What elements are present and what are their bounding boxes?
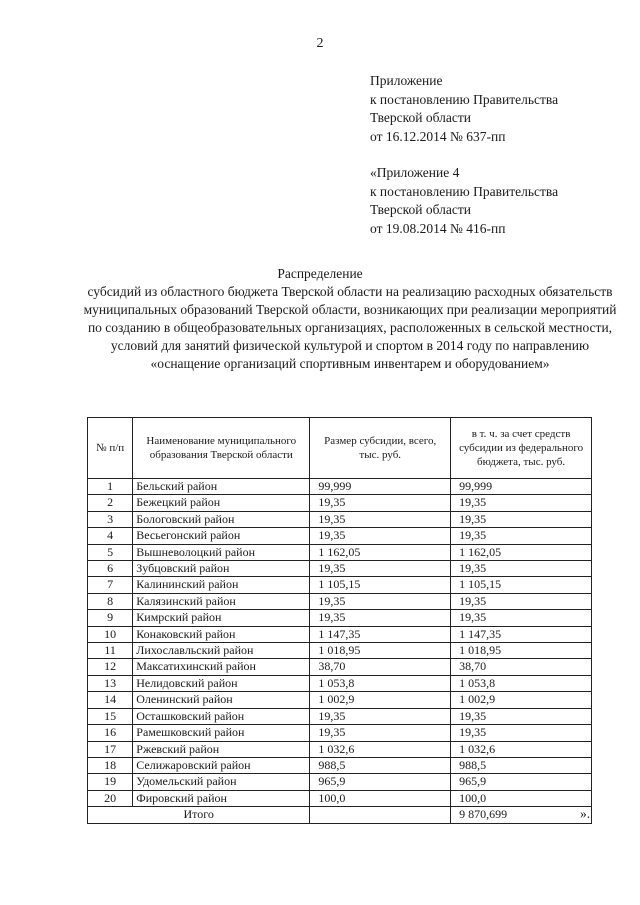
row-federal: 1 053,8 [451, 675, 592, 691]
row-federal: 19,35 [451, 511, 592, 527]
row-num: 4 [88, 528, 133, 544]
row-name: Лихославльский район [133, 643, 310, 659]
row-name: Бежецкий район [133, 495, 310, 511]
row-federal: 19,35 [451, 528, 592, 544]
table-row [88, 774, 592, 790]
row-num: 15 [88, 708, 133, 724]
table-row [88, 626, 592, 642]
row-amount: 19,35 [310, 725, 451, 741]
appendix-header [370, 72, 558, 146]
row-amount: 19,35 [310, 561, 451, 577]
row-federal: 1 018,95 [451, 643, 592, 659]
table-row [88, 593, 592, 609]
row-num: 10 [88, 626, 133, 642]
row-num: 13 [88, 675, 133, 691]
row-name: Селижаровский район [133, 757, 310, 773]
row-federal: 99,999 [451, 479, 592, 495]
row-federal: 1 147,35 [451, 626, 592, 642]
row-num: 18 [88, 757, 133, 773]
row-amount: 1 162,05 [310, 544, 451, 560]
row-num: 11 [88, 643, 133, 659]
header-amount: Размер субсидии, всего, тыс. руб. [310, 418, 451, 479]
row-name: Кимрский район [133, 610, 310, 626]
row-amount: 1 147,35 [310, 626, 451, 642]
row-federal: 1 105,15 [451, 577, 592, 593]
row-name: Конаковский район [133, 626, 310, 642]
row-name: Зубцовский район [133, 561, 310, 577]
table-row [88, 610, 592, 626]
table-row [88, 692, 592, 708]
row-num: 9 [88, 610, 133, 626]
table-row [88, 708, 592, 724]
row-federal: 1 032,6 [451, 741, 592, 757]
appendix-line: Тверской области [370, 110, 471, 125]
subsidy-table [87, 417, 592, 824]
row-name: Максатихинский район [133, 659, 310, 675]
row-num: 19 [88, 774, 133, 790]
page-number: 2 [316, 36, 324, 51]
row-num: 20 [88, 790, 133, 806]
table-row [88, 544, 592, 560]
table-row [88, 528, 592, 544]
row-federal: 38,70 [451, 659, 592, 675]
row-federal: 1 162,05 [451, 544, 592, 560]
row-name: Калязинский район [133, 593, 310, 609]
row-num: 7 [88, 577, 133, 593]
table-row [88, 577, 592, 593]
row-amount: 38,70 [310, 659, 451, 675]
row-num: 5 [88, 544, 133, 560]
row-federal: 19,35 [451, 708, 592, 724]
appendix-line: Тверской области [370, 202, 471, 217]
row-amount: 1 053,8 [310, 675, 451, 691]
table-body [88, 479, 592, 824]
row-amount: 19,35 [310, 495, 451, 511]
row-name: Бологовский район [133, 511, 310, 527]
row-federal: 19,35 [451, 495, 592, 511]
table-row [88, 725, 592, 741]
row-amount: 19,35 [310, 511, 451, 527]
row-name: Удомельский район [133, 774, 310, 790]
table-header-row [88, 418, 592, 479]
row-num: 1 [88, 479, 133, 495]
table-row [88, 479, 592, 495]
row-federal: 19,35 [451, 610, 592, 626]
row-name: Рамешковский район [133, 725, 310, 741]
document-title: Распределение [277, 266, 363, 281]
appendix-4-header [370, 164, 558, 238]
row-amount: 1 002,9 [310, 692, 451, 708]
row-name: Фировский район [133, 790, 310, 806]
appendix-line: к постановлению Правительства [370, 91, 559, 107]
row-amount: 19,35 [310, 708, 451, 724]
table-row [88, 561, 592, 577]
row-name: Бельский район [133, 479, 310, 495]
row-name: Калининский район [133, 577, 310, 593]
table-row [88, 741, 592, 757]
table-row [88, 659, 592, 675]
row-name: Вышневолоцкий район [133, 544, 310, 560]
row-federal: 100,0 [451, 790, 592, 806]
table-row [88, 643, 592, 659]
row-name: Нелидовский район [133, 675, 310, 691]
row-amount: 99,999 [310, 479, 451, 495]
row-num: 17 [88, 741, 133, 757]
closing-quote: ». [580, 806, 591, 821]
header-name: Наименование муниципального образования Тверской области [133, 418, 310, 479]
total-label: Итого [88, 807, 310, 823]
row-federal: 19,35 [451, 561, 592, 577]
row-num: 3 [88, 511, 133, 527]
table-row [88, 675, 592, 691]
table-row [88, 495, 592, 511]
document-subtitle: субсидий из областного бюджета Тверской области на реализацию расходных обязательств муниципальных образований Тверской области, возникающих при реализации мероприятий по созданию в общеобразовательных организациях, расположенных в сельской местности, условий для занятий физической культурой и спортом в 2014 году по направлению «оснащение организаций спортивным инвентарем и оборудованием» [83, 284, 617, 371]
row-amount: 19,35 [310, 593, 451, 609]
appendix-line: от 19.08.2014 № 416-пп [370, 220, 506, 236]
row-num: 8 [88, 593, 133, 609]
total-federal: 9 870,699 [451, 807, 592, 823]
row-name: Ржевский район [133, 741, 310, 757]
row-federal: 965,9 [451, 774, 592, 790]
table-row [88, 511, 592, 527]
total-row [88, 807, 592, 823]
row-amount: 988,5 [310, 757, 451, 773]
row-amount: 100,0 [310, 790, 451, 806]
row-federal: 19,35 [451, 725, 592, 741]
appendix-line: к постановлению Правительства [370, 183, 559, 199]
row-num: 2 [88, 495, 133, 511]
total-amount [310, 807, 451, 823]
table-row [88, 757, 592, 773]
row-num: 12 [88, 659, 133, 675]
row-federal: 988,5 [451, 757, 592, 773]
appendix-line: «Приложение 4 [370, 165, 460, 180]
appendix-line: Приложение [370, 73, 443, 88]
row-federal: 1 002,9 [451, 692, 592, 708]
row-name: Осташковский район [133, 708, 310, 724]
row-name: Весьегонский район [133, 528, 310, 544]
row-num: 16 [88, 725, 133, 741]
row-federal: 19,35 [451, 593, 592, 609]
row-amount: 1 105,15 [310, 577, 451, 593]
row-num: 6 [88, 561, 133, 577]
row-amount: 19,35 [310, 528, 451, 544]
table-row [88, 790, 592, 806]
row-name: Оленинский район [133, 692, 310, 708]
appendix-line: от 16.12.2014 № 637-пп [370, 128, 506, 144]
header-num: № п/п [88, 418, 133, 479]
row-amount: 19,35 [310, 610, 451, 626]
row-amount: 965,9 [310, 774, 451, 790]
row-amount: 1 032,6 [310, 741, 451, 757]
row-num: 14 [88, 692, 133, 708]
row-amount: 1 018,95 [310, 643, 451, 659]
header-federal: в т. ч. за счет средств субсидии из федерального бюджета, тыс. руб. [451, 418, 592, 479]
